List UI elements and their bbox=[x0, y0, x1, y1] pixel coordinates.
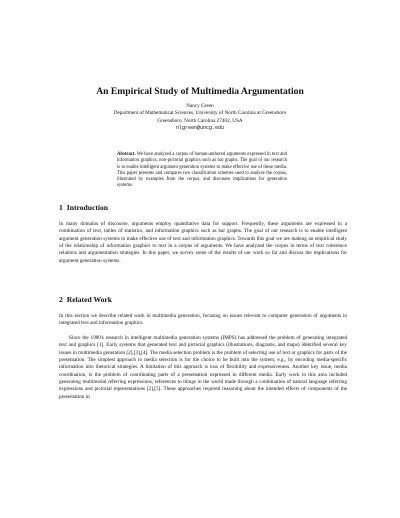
paragraph: Since the 1980's research in intelligent multimedia generation systems (IMPS) has addressed the problem of generating integrated text and graphics [1]. Early systems that generated text and pictorial graphics (illustrations, diagrams, and maps) identified several key issues in multimedia generation [2],[3],[4]. The media selection problem is the problem of selecting use of text or graphics for parts of the presentation. The simplest approach to media selection is for the choice to be built into the system, e.g., by encoding media-specific information into rhetorical strategies. A limitation of this approach is loss of flexibility and expressiveness. Another key issue, media coordination, is the problem of coordinating parts of a presentation expressed in different media. Early work in this area included generating multimodal referring expressions, references to things in the world made through a combination of natural language referring expressions and pictorial representations [2],[5]. These approaches required reasoning about the intended effects of components of the presentation in bbox=[59, 335, 347, 400]
section-title: Related Work bbox=[66, 295, 113, 304]
paper-title: An Empirical Study of Multimedia Argumentation bbox=[96, 86, 304, 97]
section-heading bbox=[59, 203, 108, 212]
abstract-label: Abstract. bbox=[117, 152, 136, 157]
section-number: 1 bbox=[59, 203, 63, 212]
author-address: Greensboro, North Carolina 27402, USA bbox=[157, 117, 243, 124]
author-block bbox=[0, 103, 400, 133]
author-name: Nancy Green bbox=[186, 103, 214, 109]
section-title: Introduction bbox=[66, 203, 109, 212]
author-email: nlgreen@uncg.edu bbox=[175, 125, 224, 132]
author-affiliation: Department of Mathematical Sciences, University of North Carolina at Greensboro bbox=[113, 110, 287, 117]
abstract-text: We have analyzed a corpus of human-authored arguments expressed in text and information graphics, non-pictorial graphics such as bar graphs. The goal of our research is to enable intelligent argument generation systems to make effective use of these media. This paper presents and compares two classification schemes used to analyze the corpus, illustrated by examples from the corpus, and discusses implications for generation systems. bbox=[117, 152, 287, 189]
abstract bbox=[117, 152, 287, 190]
section-heading bbox=[59, 295, 112, 304]
paragraph: In many domains of discourse, arguments employ quantitative data for support. Frequently, these arguments are expressed in a combination of text, tables of statistics, and information graphics such as bar graphs. The goal of our research is to enable intelligent argument generation systems to make effective use of text and information graphics. Towards this goal we are making an empirical study of the relationship of information graphics to text in a corpus of arguments. We have analyzed the corpus in terms of text coherence relations and argumentation strategies. In this paper, we survey some of the results of our work so far and discuss the implications for argument generation systems. bbox=[59, 221, 347, 264]
section-number: 2 bbox=[59, 295, 63, 304]
paragraph: In this section we describe related work in multimedia generation, focusing on issues relevant to computer generation of arguments in integrated text and information graphics. bbox=[59, 313, 347, 327]
